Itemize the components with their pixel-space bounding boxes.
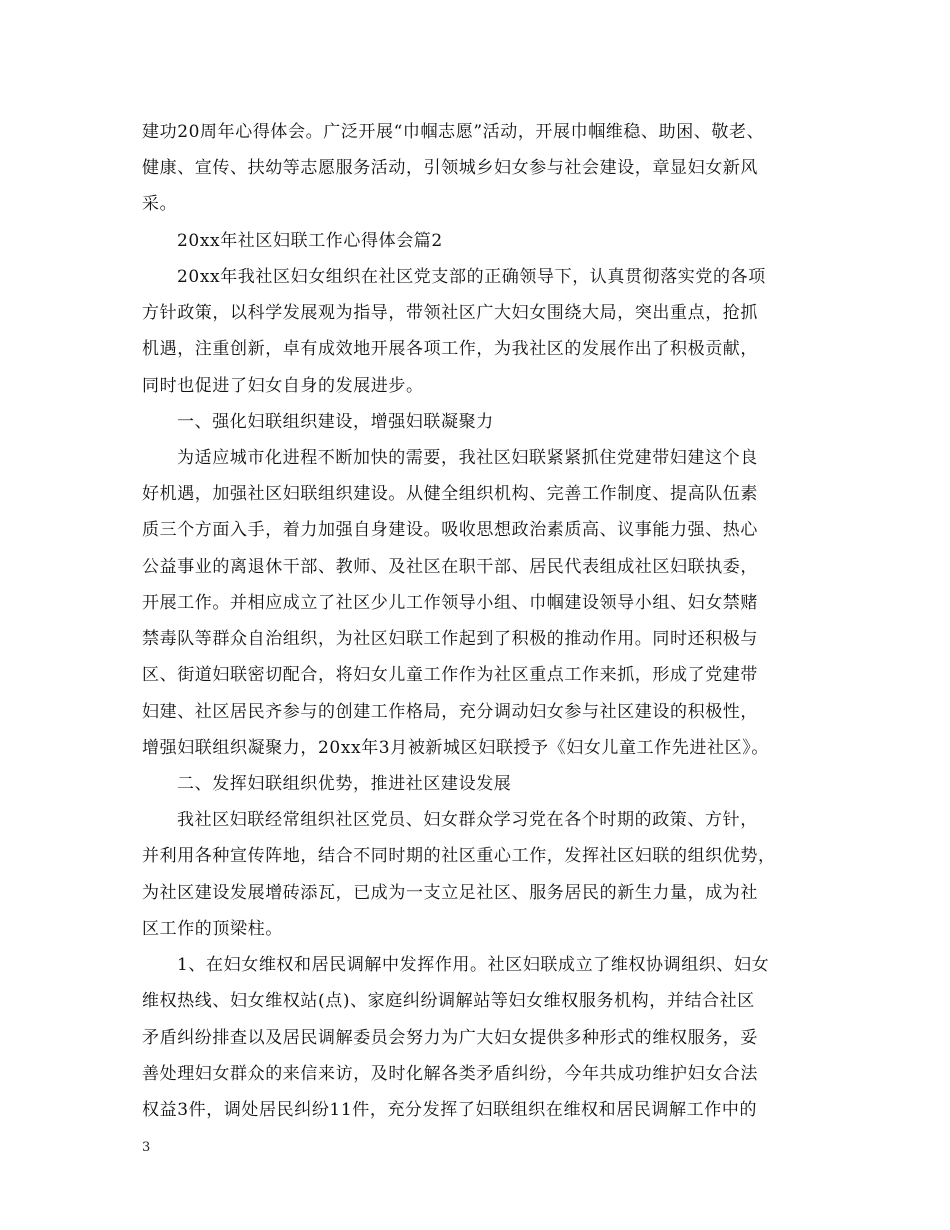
text-line: 维权热线、妇女维权站(点)、家庭纠纷调解站等妇女维权服务机构，并结合社区 xyxy=(142,991,755,1011)
text-line: 为适应城市化进程不断加快的需要，我社区妇联紧紧抓住党建带妇建这个良 xyxy=(177,448,758,468)
text-line: 方针政策，以科学发展观为指导，带领社区广大妇女围绕大局，突出重点，抢抓 xyxy=(142,303,758,323)
text-line: 机遇，注重创新，卓有成效地开展各项工作，为我社区的发展作出了积极贡献， xyxy=(142,339,758,359)
text-line: 开展工作。并相应成立了社区少儿工作领导小组、巾帼建设领导小组、妇女禁赌 xyxy=(142,593,758,613)
page-number: 3 xyxy=(142,1140,151,1155)
text-line: 增强妇联组织凝聚力，20xx年3月被新城区妇联授予《妇女儿童工作先进社区》。 xyxy=(142,738,769,758)
text-line: 采。 xyxy=(142,194,178,214)
text-line: 我社区妇联经常组织社区党员、妇女群众学习党在各个时期的政策、方针， xyxy=(177,810,758,830)
text-line: 权益3件，调处居民纠纷11件，充分发挥了妇联组织在维权和居民调解工作中的 xyxy=(142,1100,758,1120)
text-line: 区工作的顶梁柱。 xyxy=(142,919,283,939)
text-line: 为社区建设发展增砖添瓦，已成为一支立足社区、服务居民的新生力量，成为社 xyxy=(142,883,758,903)
text-line: 公益事业的离退休干部、教师、及社区在职干部、居民代表组成社区妇联执委， xyxy=(142,557,758,577)
text-line: 好机遇，加强社区妇联组织建设。从健全组织机构、完善工作制度、提高队伍素 xyxy=(142,484,758,504)
text-line: 同时也促进了妇女自身的发展进步。 xyxy=(142,376,424,396)
text-line: 20xx年我社区妇女组织在社区党支部的正确领导下，认真贯彻落实党的各项 xyxy=(177,267,766,287)
text-line: 质三个方面入手，着力加强自身建设。吸收思想政治素质高、议事能力强、热心 xyxy=(142,520,758,540)
text-line: 建功20周年心得体会。广泛开展“巾帼志愿”活动，开展巾帼维稳、助困、敬老、 xyxy=(142,122,765,142)
text-line: 1、在妇女维权和居民调解中发挥作用。社区妇联成立了维权协调组织、妇女 xyxy=(177,955,770,975)
text-line: 善处理妇女群众的来信来访，及时化解各类矛盾纠纷，今年共成功维护妇女合法 xyxy=(142,1064,758,1084)
text-line: 区、街道妇联密切配合，将妇女儿童工作作为社区重点工作来抓，形成了党建带 xyxy=(142,665,758,685)
section-heading: 二、发挥妇联组织优势，推进社区建设发展 xyxy=(177,774,512,794)
text-line: 矛盾纠纷排查以及居民调解委员会努力为广大妇女提供多种形式的维权服务，妥 xyxy=(142,1028,758,1048)
text-line: 健康、宣传、扶幼等志愿服务活动，引领城乡妇女参与社会建设，章显妇女新风 xyxy=(142,158,758,178)
section-heading: 20xx年社区妇联工作心得体会篇2 xyxy=(177,231,443,251)
text-line: 禁毒队等群众自治组织，为社区妇联工作起到了积极的推动作用。同时还积极与 xyxy=(142,629,758,649)
text-line: 妇建、社区居民齐参与的创建工作格局，充分调动妇女参与社区建设的积极性， xyxy=(142,702,758,722)
section-heading: 一、强化妇联组织建设，增强妇联凝聚力 xyxy=(177,412,494,432)
text-line: 并利用各种宣传阵地，结合不同时期的社区重心工作，发挥社区妇联的组织优势， xyxy=(142,846,776,866)
